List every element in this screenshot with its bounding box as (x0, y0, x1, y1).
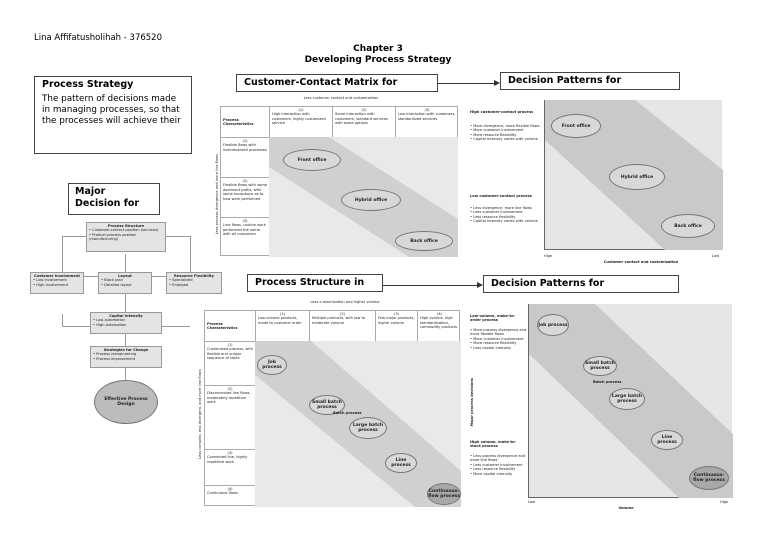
ps-column-2 (309, 311, 375, 341)
ps-oval-small-batch: Small batch process (309, 395, 345, 415)
flow-box-capital-intensity-title: Capital Intensity (109, 314, 143, 318)
flow-box-capital-intensity-item: • Low automation (93, 318, 126, 323)
ps-column-num: (4) (436, 312, 443, 316)
dp2-high-item: • More capital intensity (470, 471, 513, 476)
ps-top-label: Less customization and higher volume (310, 300, 380, 304)
ps-header-corner: Process Characteristics (207, 321, 238, 330)
ps-oval-large-batch: Large batch process (349, 417, 387, 439)
ps-label-batch-process: Batch process (333, 411, 362, 415)
flow-box-process-structure-item: • Customer-contact position (services) (89, 228, 159, 233)
dp1-oval-hybrid-office: Hybrid office (609, 164, 665, 190)
ccm-oval-back-office: Back office (395, 231, 453, 251)
decision-patterns-chart-2 (466, 300, 736, 516)
ccm-row-1 (221, 137, 269, 177)
ps-row-num: (1) (227, 343, 233, 347)
dp2-xlabel: Volume (618, 506, 634, 510)
dp2-high-title: High volume, make-to-stock process (470, 440, 517, 449)
process-strategy-callout (34, 76, 192, 154)
chapter-title (303, 44, 453, 66)
ps-column-3 (375, 311, 417, 341)
flow-box-customer-involvement-item: • Low involvement (33, 278, 67, 283)
flow-connector-cap-left (62, 314, 63, 326)
arrow-line-top (438, 83, 494, 84)
ps-row-text: Customized process, with flexible and unique sequence of tasks (207, 347, 254, 361)
ps-row-1 (205, 341, 255, 385)
dp2-high-item: • Less resource flexibility (470, 467, 516, 472)
flow-box-capital-intensity-item: • High automation (93, 322, 127, 327)
dp1-high-item: • Capital intensity varies with volume (470, 137, 538, 142)
ps-row-num: (4) (227, 487, 233, 491)
process-strategy-body: The pattern of decisions made in managing processes, so that the processes will achieve their (42, 94, 181, 126)
flow-connector-top-right (166, 236, 190, 237)
ps-oval-line-process: Line process (385, 453, 417, 473)
ccm-column-3 (395, 107, 458, 137)
flow-box-resource-flexibility-item: • Specialized (169, 278, 193, 283)
flow-effective-process-design: Effective Process Design (94, 380, 158, 424)
chapter-subtitle: Developing Process Strategy (304, 55, 452, 65)
ccm-row-text: Flexible flows with individualized processes (223, 143, 267, 152)
ccm-row-text: Line flows, routine work performed the same with all customers (223, 223, 266, 237)
flow-box-customer-involvement (30, 272, 84, 294)
decision-patterns-chart-1 (466, 96, 728, 268)
flow-box-layout-item: • Block plan (101, 278, 123, 283)
flow-box-capital-intensity (90, 312, 162, 334)
ps-oval-job-process: Job process (257, 355, 287, 375)
dp2-low-item: • More process divergence and more flexible flows (470, 328, 527, 337)
ccm-column-num: (2) (361, 108, 367, 112)
author-name: Lina Affifatusholihah - 376520 (34, 33, 162, 43)
dp2-high-item: • Less customer involvement (470, 462, 523, 467)
ccm-grid (220, 106, 458, 256)
arrow-line-bottom (383, 285, 477, 286)
dp1-high-item: • More customer involvement (470, 128, 524, 133)
flow-box-layout (98, 272, 152, 294)
dp1-low-item: • Less divergence, more line flows (470, 206, 532, 210)
ccm-column-1 (269, 107, 332, 137)
ccm-header-corner: Process Characteristics (223, 117, 254, 126)
flow-box-resource-flexibility-title: Resource Flexibility (174, 274, 214, 278)
ps-column-num: (2) (339, 312, 346, 316)
dp1-plot-area (544, 100, 722, 250)
dp2-x-low: Low (528, 500, 536, 504)
flow-connector-right (190, 236, 191, 276)
ps-oval-continuous-flow: Continuous-flow process (427, 483, 461, 505)
flow-box-process-structure-title: Process Structure (107, 224, 145, 228)
ps-row-4 (205, 485, 255, 507)
ps-column-text: High volume, high standardization, commodity products (420, 316, 458, 330)
flow-box-strategies-title: Strategies for Change (103, 348, 149, 352)
ps-row-3 (205, 449, 255, 485)
flow-box-resource-flexibility (166, 272, 222, 294)
dp1-high-item: • More divergence, more flexible flows (470, 124, 540, 128)
dp2-low-item: • Less capital intensity (470, 345, 512, 350)
dp2-low-title: Low-volume, make-to-order process (470, 314, 516, 323)
ps-column-4 (417, 311, 461, 341)
ps-column-1 (255, 311, 309, 341)
ccm-column-2 (332, 107, 395, 137)
ps-column-text: Few major products, higher volume (378, 316, 415, 325)
dp2-x-high: High (720, 500, 729, 504)
ps-grid (204, 310, 460, 506)
ps-row-2 (205, 385, 255, 449)
ccm-row-2 (221, 177, 269, 217)
ps-column-text: Low-volume products, made to customer order (258, 316, 302, 325)
ps-row-num: (2) (227, 387, 233, 391)
customer-contact-matrix (206, 94, 460, 260)
ccm-side-label: Less process divergence and more line flows (214, 154, 219, 235)
ps-column-num: (1) (279, 312, 286, 316)
ps-side-label: Less complex, less divergent, and more line flows (197, 369, 202, 459)
ps-row-text: Disconnected line flows, moderately repetitive work (207, 391, 251, 405)
flow-box-process-structure-item: • Product-process position (manufacturing) (89, 232, 137, 242)
dp1-low-item: • Less resource flexibility (470, 214, 516, 219)
dp1-high-item: • More resource flexibility (470, 132, 517, 137)
ps-row-num: (3) (227, 451, 233, 455)
dp2-label-batch-process: Batch process (593, 380, 622, 384)
heading-customer-contact-matrix: Customer-Contact Matrix for (236, 74, 438, 92)
ccm-column-text: Low interaction with customers, standardized services (398, 112, 456, 121)
dp1-oval-front-office: Front office (551, 114, 601, 138)
flow-box-strategies-for-change (90, 346, 162, 368)
dp1-low-item: • Capital intensity varies with volume (470, 219, 538, 224)
ccm-row-3 (221, 217, 269, 257)
dp1-low-title: Low customer-contact process (470, 194, 532, 198)
ccm-row-text: Flexible flows with some dominant paths, with some exceptions as to how work performed (223, 183, 267, 201)
ccm-column-num: (3) (424, 108, 430, 112)
chapter-number: Chapter 3 (353, 44, 403, 54)
ccm-oval-front-office: Front office (283, 149, 341, 171)
dp1-high-list (470, 124, 542, 142)
dp2-high-list (470, 454, 530, 476)
dp1-high-title: High customer-contact process (470, 110, 534, 114)
dp2-oval-job-process: Job process (537, 314, 569, 336)
ccm-row-num: (3) (242, 219, 248, 223)
dp2-high-item: • Less process divergence and more line flows (470, 454, 526, 463)
process-structure-matrix (190, 298, 462, 510)
ccm-column-num: (1) (298, 108, 304, 112)
dp1-oval-back-office: Back office (661, 214, 715, 238)
flow-box-strategies-item: • Process improvement (93, 356, 136, 361)
dp1-low-item: • Less customer involvement (470, 210, 523, 215)
ps-column-num: (3) (393, 312, 400, 316)
dp1-xlabel: Customer contact and customization (603, 260, 679, 264)
flow-box-strategies-item: • Process reengineering (93, 352, 137, 357)
dp2-low-list (470, 328, 530, 350)
flow-box-customer-involvement-item: • High involvement (33, 282, 69, 287)
flow-box-customer-involvement-title: Customer Involvement (34, 274, 80, 278)
ps-row-text: Continuous flows (207, 491, 238, 496)
flow-box-process-structure (86, 222, 166, 252)
dp2-oval-continuous-flow: Continuous-flow process (689, 466, 729, 490)
dp2-ylabel: Major process decisions (469, 377, 474, 427)
process-strategy-heading: Process Strategy (42, 79, 134, 90)
heading-decision-patterns-1: Decision Patterns for (500, 72, 680, 90)
ps-column-text: Multiple products, with low to moderate volume (312, 316, 366, 325)
dp2-oval-large-batch: Large batch process (609, 388, 645, 410)
ccm-column-text: High interaction with customers, highly customized service (272, 112, 326, 126)
heading-process-structure: Process Structure in (247, 274, 383, 292)
dp2-low-item: • More resource flexibility (470, 341, 517, 346)
ccm-row-num: (1) (242, 139, 248, 143)
dp2-oval-line-process: Line process (651, 430, 683, 450)
ps-row-text: Connected line, highly repetitive work (207, 455, 248, 464)
flow-connector-cap-right-h (162, 326, 190, 327)
flow-box-layout-title: Layout (118, 274, 132, 278)
dp2-low-item: • More customer involvement (470, 336, 524, 341)
dp2-oval-small-batch: Small batch process (583, 356, 617, 376)
dp1-x-high: High (544, 254, 553, 258)
dp1-x-low: Low (712, 254, 720, 258)
ccm-row-num: (2) (242, 179, 248, 183)
dp2-plot-area (528, 304, 732, 498)
major-decision-callout: Major Decision for (68, 183, 160, 215)
ccm-oval-hybrid-office: Hybrid office (341, 189, 401, 211)
flow-connector-cap-left-h (62, 326, 90, 327)
flow-box-layout-item: • Detailed layout (101, 282, 132, 287)
flow-connector-left (62, 236, 63, 276)
flow-box-resource-flexibility-item: • Enlarged (169, 282, 189, 287)
dp1-low-list (470, 206, 542, 224)
ccm-column-text: Some interaction with customers, standard services with some options (335, 112, 388, 126)
heading-decision-patterns-2: Decision Patterns for (483, 275, 679, 293)
flow-connector-top-left (62, 236, 86, 237)
ccm-top-label: Less customer contact and customization (303, 96, 379, 100)
